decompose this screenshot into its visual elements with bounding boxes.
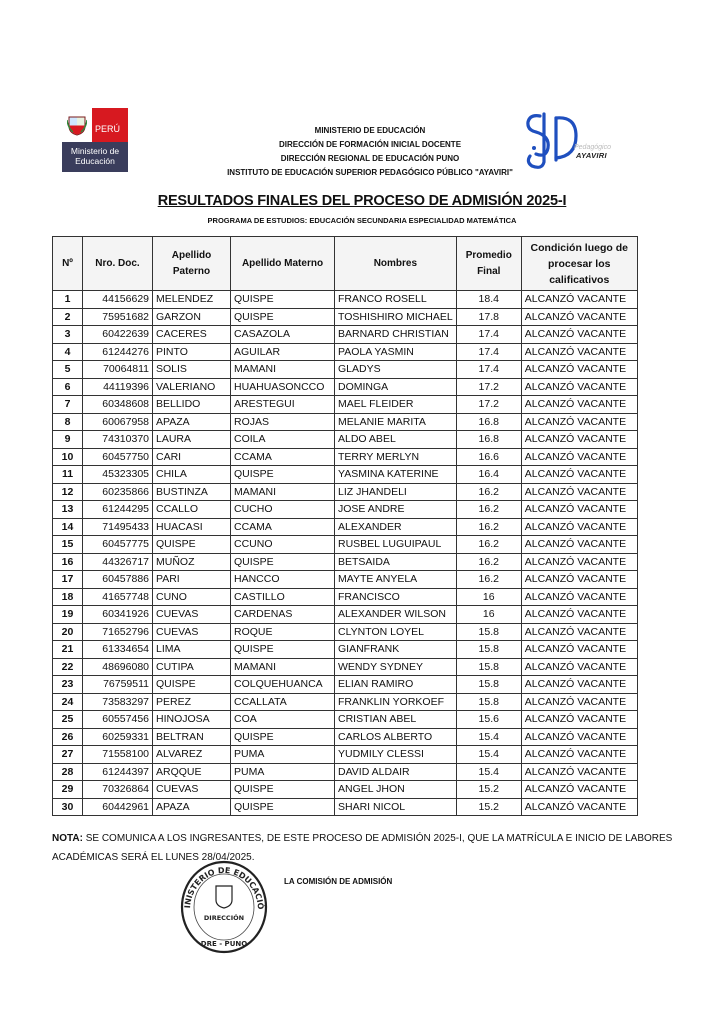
cell-paternal: CHILA [153, 466, 231, 484]
institute-name: AYAVIRI [576, 151, 607, 160]
cell-average: 15.8 [456, 623, 521, 641]
cell-condition: ALCANZÓ VACANTE [521, 326, 637, 344]
minedu-logo [62, 108, 128, 172]
cell-number: 9 [53, 431, 83, 449]
cell-names: MELANIE MARITA [335, 413, 457, 431]
results-table [52, 236, 638, 816]
cell-names: TOSHISHIRO MICHAEL [335, 308, 457, 326]
cell-condition: ALCANZÓ VACANTE [521, 658, 637, 676]
table-row [53, 501, 638, 519]
ministry-line-1: Ministerio de [70, 146, 120, 156]
cell-paternal: BELTRAN [153, 728, 231, 746]
cell-maternal: ROJAS [231, 413, 335, 431]
peru-label: PERÚ [92, 108, 128, 142]
cell-number: 18 [53, 588, 83, 606]
cell-maternal: ROQUE [231, 623, 335, 641]
cell-average: 16.2 [456, 571, 521, 589]
cell-names: ALDO ABEL [335, 431, 457, 449]
cell-names: SHARI NICOL [335, 798, 457, 816]
table-row [53, 763, 638, 781]
cell-names: CARLOS ALBERTO [335, 728, 457, 746]
cell-number: 22 [53, 658, 83, 676]
header-line-2: DIRECCIÓN DE FORMACIÓN INICIAL DOCENTE [278, 140, 462, 149]
cell-paternal: ARQQUE [153, 763, 231, 781]
cell-maternal: QUISPE [231, 308, 335, 326]
cell-condition: ALCANZÓ VACANTE [521, 711, 637, 729]
cell-doc: 44119396 [83, 378, 153, 396]
cell-number: 3 [53, 326, 83, 344]
cell-average: 17.8 [456, 308, 521, 326]
table-row [53, 343, 638, 361]
cell-number: 17 [53, 571, 83, 589]
cell-paternal: APAZA [153, 798, 231, 816]
cell-maternal: CCAMA [231, 448, 335, 466]
cell-paternal: QUISPE [153, 536, 231, 554]
cell-number: 26 [53, 728, 83, 746]
cell-condition: ALCANZÓ VACANTE [521, 448, 637, 466]
cell-average: 16 [456, 606, 521, 624]
cell-number: 13 [53, 501, 83, 519]
col-header-condition: Condición luego de procesar los calificativos [521, 237, 637, 291]
cell-average: 16.2 [456, 501, 521, 519]
cell-maternal: COA [231, 711, 335, 729]
cell-number: 8 [53, 413, 83, 431]
cell-condition: ALCANZÓ VACANTE [521, 728, 637, 746]
cell-paternal: PINTO [153, 343, 231, 361]
cell-paternal: MUÑOZ [153, 553, 231, 571]
commission-signature: LA COMISIÓN DE ADMISIÓN [284, 877, 393, 886]
cell-doc: 70064811 [83, 361, 153, 379]
cell-doc: 60457775 [83, 536, 153, 554]
cell-number: 29 [53, 781, 83, 799]
stamp-top-text: INISTERIO DE EDUCACIÓ [183, 865, 266, 910]
cell-number: 5 [53, 361, 83, 379]
cell-maternal: CCUNO [231, 536, 335, 554]
cell-maternal: MAMANI [231, 658, 335, 676]
table-row [53, 308, 638, 326]
cell-doc: 61334654 [83, 641, 153, 659]
cell-average: 16.8 [456, 413, 521, 431]
cell-doc: 60442961 [83, 798, 153, 816]
cell-maternal: CARDENAS [231, 606, 335, 624]
table-row [53, 606, 638, 624]
cell-condition: ALCANZÓ VACANTE [521, 518, 637, 536]
cell-number: 10 [53, 448, 83, 466]
header-line-4: INSTITUTO DE EDUCACIÓN SUPERIOR PEDAGÓGICO PÚBLICO "AYAVIRI" [227, 168, 513, 177]
cell-names: JOSE ANDRE [335, 501, 457, 519]
cell-maternal: CUCHO [231, 501, 335, 519]
cell-doc: 71652796 [83, 623, 153, 641]
cell-maternal: MAMANI [231, 483, 335, 501]
cell-paternal: BELLIDO [153, 396, 231, 414]
table-row [53, 658, 638, 676]
cell-doc: 61244295 [83, 501, 153, 519]
cell-average: 16.2 [456, 553, 521, 571]
table-row [53, 553, 638, 571]
cell-paternal: CARI [153, 448, 231, 466]
cell-paternal: ALVAREZ [153, 746, 231, 764]
cell-average: 18.4 [456, 291, 521, 309]
cell-average: 16.2 [456, 518, 521, 536]
cell-paternal: GARZON [153, 308, 231, 326]
cell-doc: 48696080 [83, 658, 153, 676]
header-line-1: MINISTERIO DE EDUCACIÓN [314, 126, 426, 135]
document-title: RESULTADOS FINALES DEL PROCESO DE ADMISIÓN 2025-I [157, 193, 567, 209]
table-row [53, 361, 638, 379]
cell-number: 25 [53, 711, 83, 729]
cell-maternal: CASAZOLA [231, 326, 335, 344]
table-row [53, 483, 638, 501]
cell-doc: 75951682 [83, 308, 153, 326]
cell-names: GLADYS [335, 361, 457, 379]
cell-maternal: MAMANI [231, 361, 335, 379]
cell-average: 15.8 [456, 676, 521, 694]
cell-number: 19 [53, 606, 83, 624]
cell-number: 23 [53, 676, 83, 694]
cell-condition: ALCANZÓ VACANTE [521, 413, 637, 431]
cell-average: 15.4 [456, 763, 521, 781]
cell-number: 28 [53, 763, 83, 781]
cell-condition: ALCANZÓ VACANTE [521, 308, 637, 326]
cell-doc: 73583297 [83, 693, 153, 711]
cell-names: ALEXANDER [335, 518, 457, 536]
cell-paternal: SOLIS [153, 361, 231, 379]
cell-names: CLYNTON LOYEL [335, 623, 457, 641]
cell-maternal: QUISPE [231, 291, 335, 309]
cell-doc: 70326864 [83, 781, 153, 799]
cell-doc: 41657748 [83, 588, 153, 606]
cell-number: 7 [53, 396, 83, 414]
cell-condition: ALCANZÓ VACANTE [521, 396, 637, 414]
cell-doc: 61244397 [83, 763, 153, 781]
cell-names: YUDMILY CLESSI [335, 746, 457, 764]
cell-average: 17.4 [456, 361, 521, 379]
cell-condition: ALCANZÓ VACANTE [521, 501, 637, 519]
cell-paternal: CACERES [153, 326, 231, 344]
cell-average: 15.6 [456, 711, 521, 729]
col-header-paternal: Apellido Paterno [153, 237, 231, 291]
institute-subtitle: Pedagógico [574, 144, 611, 151]
cell-number: 14 [53, 518, 83, 536]
cell-maternal: QUISPE [231, 781, 335, 799]
cell-maternal: CASTILLO [231, 588, 335, 606]
cell-paternal: LAURA [153, 431, 231, 449]
cell-number: 12 [53, 483, 83, 501]
cell-number: 30 [53, 798, 83, 816]
cell-names: BARNARD CHRISTIAN [335, 326, 457, 344]
stamp-bottom-text: DRE - PUNO [200, 940, 248, 948]
cell-average: 15.8 [456, 658, 521, 676]
cell-paternal: PEREZ [153, 693, 231, 711]
cell-average: 15.8 [456, 641, 521, 659]
col-header-names: Nombres [335, 237, 457, 291]
col-header-number: Nº [53, 237, 83, 291]
table-row [53, 623, 638, 641]
cell-names: RUSBEL LUGUIPAUL [335, 536, 457, 554]
cell-maternal: PUMA [231, 746, 335, 764]
cell-names: MAEL FLEIDER [335, 396, 457, 414]
cell-doc: 60235866 [83, 483, 153, 501]
cell-doc: 60557456 [83, 711, 153, 729]
table-row [53, 466, 638, 484]
cell-number: 15 [53, 536, 83, 554]
cell-average: 15.2 [456, 781, 521, 799]
cell-doc: 74310370 [83, 431, 153, 449]
table-row [53, 781, 638, 799]
ministry-line-2: Educación [75, 156, 115, 166]
cell-names: WENDY SYDNEY [335, 658, 457, 676]
cell-number: 16 [53, 553, 83, 571]
cell-maternal: PUMA [231, 763, 335, 781]
cell-names: FRANKLIN YORKOEF [335, 693, 457, 711]
cell-paternal: CUEVAS [153, 606, 231, 624]
cell-condition: ALCANZÓ VACANTE [521, 623, 637, 641]
cell-maternal: COLQUEHUANCA [231, 676, 335, 694]
cell-condition: ALCANZÓ VACANTE [521, 536, 637, 554]
note-text: SE COMUNICA A LOS INGRESANTES, DE ESTE PROCESO DE ADMISIÓN 2025-I, QUE LA MATRÍCULA E INICIO DE LABORES ACADÉMICAS SERÁ EL LUNES 28/04/2025. [52, 833, 673, 863]
cell-average: 17.2 [456, 378, 521, 396]
cell-number: 24 [53, 693, 83, 711]
cell-number: 20 [53, 623, 83, 641]
cell-maternal: QUISPE [231, 466, 335, 484]
cell-average: 16.8 [456, 431, 521, 449]
table-row [53, 431, 638, 449]
cell-condition: ALCANZÓ VACANTE [521, 588, 637, 606]
cell-names: FRANCISCO [335, 588, 457, 606]
table-row [53, 798, 638, 816]
table-row [53, 448, 638, 466]
cell-names: PAOLA YASMIN [335, 343, 457, 361]
cell-condition: ALCANZÓ VACANTE [521, 781, 637, 799]
cell-number: 1 [53, 291, 83, 309]
cell-condition: ALCANZÓ VACANTE [521, 431, 637, 449]
ministry-label [62, 142, 128, 172]
cell-maternal: QUISPE [231, 728, 335, 746]
cell-names: YASMINA KATERINE [335, 466, 457, 484]
cell-doc: 60067958 [83, 413, 153, 431]
coat-of-arms-icon [62, 108, 92, 142]
cell-doc: 71495433 [83, 518, 153, 536]
cell-paternal: APAZA [153, 413, 231, 431]
note-label: NOTA: [52, 833, 83, 844]
cell-maternal: HUAHUASONCCO [231, 378, 335, 396]
cell-doc: 44156629 [83, 291, 153, 309]
table-row [53, 711, 638, 729]
stamp-center-text: DIRECCIÓN [203, 914, 245, 922]
cell-condition: ALCANZÓ VACANTE [521, 343, 637, 361]
table-row [53, 588, 638, 606]
cell-average: 16.2 [456, 483, 521, 501]
cell-paternal: HINOJOSA [153, 711, 231, 729]
cell-number: 21 [53, 641, 83, 659]
header-line-3: DIRECCIÓN REGIONAL DE EDUCACIÓN PUNO [280, 154, 460, 163]
table-row [53, 536, 638, 554]
institute-logo [522, 108, 612, 172]
cell-doc: 45323305 [83, 466, 153, 484]
table-row [53, 676, 638, 694]
cell-condition: ALCANZÓ VACANTE [521, 763, 637, 781]
cell-paternal: VALERIANO [153, 378, 231, 396]
cell-names: TERRY MERLYN [335, 448, 457, 466]
cell-paternal: HUACASI [153, 518, 231, 536]
cell-doc: 60457750 [83, 448, 153, 466]
cell-condition: ALCANZÓ VACANTE [521, 571, 637, 589]
isp-monogram-icon [522, 108, 582, 172]
cell-doc: 71558100 [83, 746, 153, 764]
official-stamp [178, 858, 270, 956]
cell-maternal: QUISPE [231, 641, 335, 659]
cell-condition: ALCANZÓ VACANTE [521, 746, 637, 764]
cell-names: MAYTE ANYELA [335, 571, 457, 589]
cell-average: 15.8 [456, 693, 521, 711]
cell-doc: 44326717 [83, 553, 153, 571]
cell-maternal: CCAMA [231, 518, 335, 536]
cell-average: 16.2 [456, 536, 521, 554]
cell-condition: ALCANZÓ VACANTE [521, 798, 637, 816]
cell-paternal: CUEVAS [153, 781, 231, 799]
cell-condition: ALCANZÓ VACANTE [521, 676, 637, 694]
program-subtitle: PROGRAMA DE ESTUDIOS: EDUCACIÓN SECUNDARIA ESPECIALIDAD MATEMÁTICA [207, 216, 517, 225]
cell-maternal: QUISPE [231, 553, 335, 571]
cell-condition: ALCANZÓ VACANTE [521, 361, 637, 379]
cell-number: 11 [53, 466, 83, 484]
cell-names: LIZ JHANDELI [335, 483, 457, 501]
cell-names: FRANCO ROSELL [335, 291, 457, 309]
cell-condition: ALCANZÓ VACANTE [521, 693, 637, 711]
cell-condition: ALCANZÓ VACANTE [521, 553, 637, 571]
cell-doc: 60348608 [83, 396, 153, 414]
cell-names: ALEXANDER WILSON [335, 606, 457, 624]
table-row [53, 693, 638, 711]
table-row [53, 571, 638, 589]
cell-doc: 61244276 [83, 343, 153, 361]
col-header-maternal: Apellido Materno [231, 237, 335, 291]
cell-average: 16.4 [456, 466, 521, 484]
cell-paternal: BUSTINZA [153, 483, 231, 501]
cell-doc: 60457886 [83, 571, 153, 589]
cell-average: 17.2 [456, 396, 521, 414]
cell-doc: 76759511 [83, 676, 153, 694]
table-row [53, 291, 638, 309]
cell-condition: ALCANZÓ VACANTE [521, 466, 637, 484]
cell-average: 17.4 [456, 343, 521, 361]
cell-paternal: CUEVAS [153, 623, 231, 641]
cell-average: 16 [456, 588, 521, 606]
cell-names: ELIAN RAMIRO [335, 676, 457, 694]
cell-doc: 60341926 [83, 606, 153, 624]
table-header-row [53, 237, 638, 291]
cell-number: 4 [53, 343, 83, 361]
table-row [53, 641, 638, 659]
cell-names: BETSAIDA [335, 553, 457, 571]
cell-average: 16.6 [456, 448, 521, 466]
cell-paternal: CUNO [153, 588, 231, 606]
col-header-average: Promedio Final [456, 237, 521, 291]
cell-maternal: QUISPE [231, 798, 335, 816]
cell-maternal: AGUILAR [231, 343, 335, 361]
institution-header [160, 124, 580, 180]
cell-names: DOMINGA [335, 378, 457, 396]
cell-number: 6 [53, 378, 83, 396]
cell-doc: 60422639 [83, 326, 153, 344]
table-row [53, 396, 638, 414]
cell-paternal: CUTIPA [153, 658, 231, 676]
cell-maternal: COILA [231, 431, 335, 449]
cell-paternal: PARI [153, 571, 231, 589]
results-body [53, 291, 638, 816]
table-row [53, 746, 638, 764]
table-row [53, 378, 638, 396]
cell-average: 15.2 [456, 798, 521, 816]
cell-condition: ALCANZÓ VACANTE [521, 378, 637, 396]
cell-condition: ALCANZÓ VACANTE [521, 641, 637, 659]
cell-condition: ALCANZÓ VACANTE [521, 483, 637, 501]
cell-maternal: HANCCO [231, 571, 335, 589]
cell-number: 2 [53, 308, 83, 326]
cell-average: 17.4 [456, 326, 521, 344]
cell-average: 15.4 [456, 728, 521, 746]
cell-paternal: LIMA [153, 641, 231, 659]
cell-doc: 60259331 [83, 728, 153, 746]
cell-names: CRISTIAN ABEL [335, 711, 457, 729]
cell-number: 27 [53, 746, 83, 764]
cell-names: DAVID ALDAIR [335, 763, 457, 781]
cell-names: ANGEL JHON [335, 781, 457, 799]
cell-maternal: CCALLATA [231, 693, 335, 711]
cell-average: 15.4 [456, 746, 521, 764]
table-row [53, 518, 638, 536]
table-row [53, 326, 638, 344]
table-row [53, 413, 638, 431]
note [52, 829, 692, 867]
cell-names: GIANFRANK [335, 641, 457, 659]
col-header-doc: Nro. Doc. [83, 237, 153, 291]
cell-condition: ALCANZÓ VACANTE [521, 291, 637, 309]
cell-paternal: MELENDEZ [153, 291, 231, 309]
cell-maternal: ARESTEGUI [231, 396, 335, 414]
cell-paternal: QUISPE [153, 676, 231, 694]
cell-condition: ALCANZÓ VACANTE [521, 606, 637, 624]
cell-paternal: CCALLO [153, 501, 231, 519]
table-row [53, 728, 638, 746]
